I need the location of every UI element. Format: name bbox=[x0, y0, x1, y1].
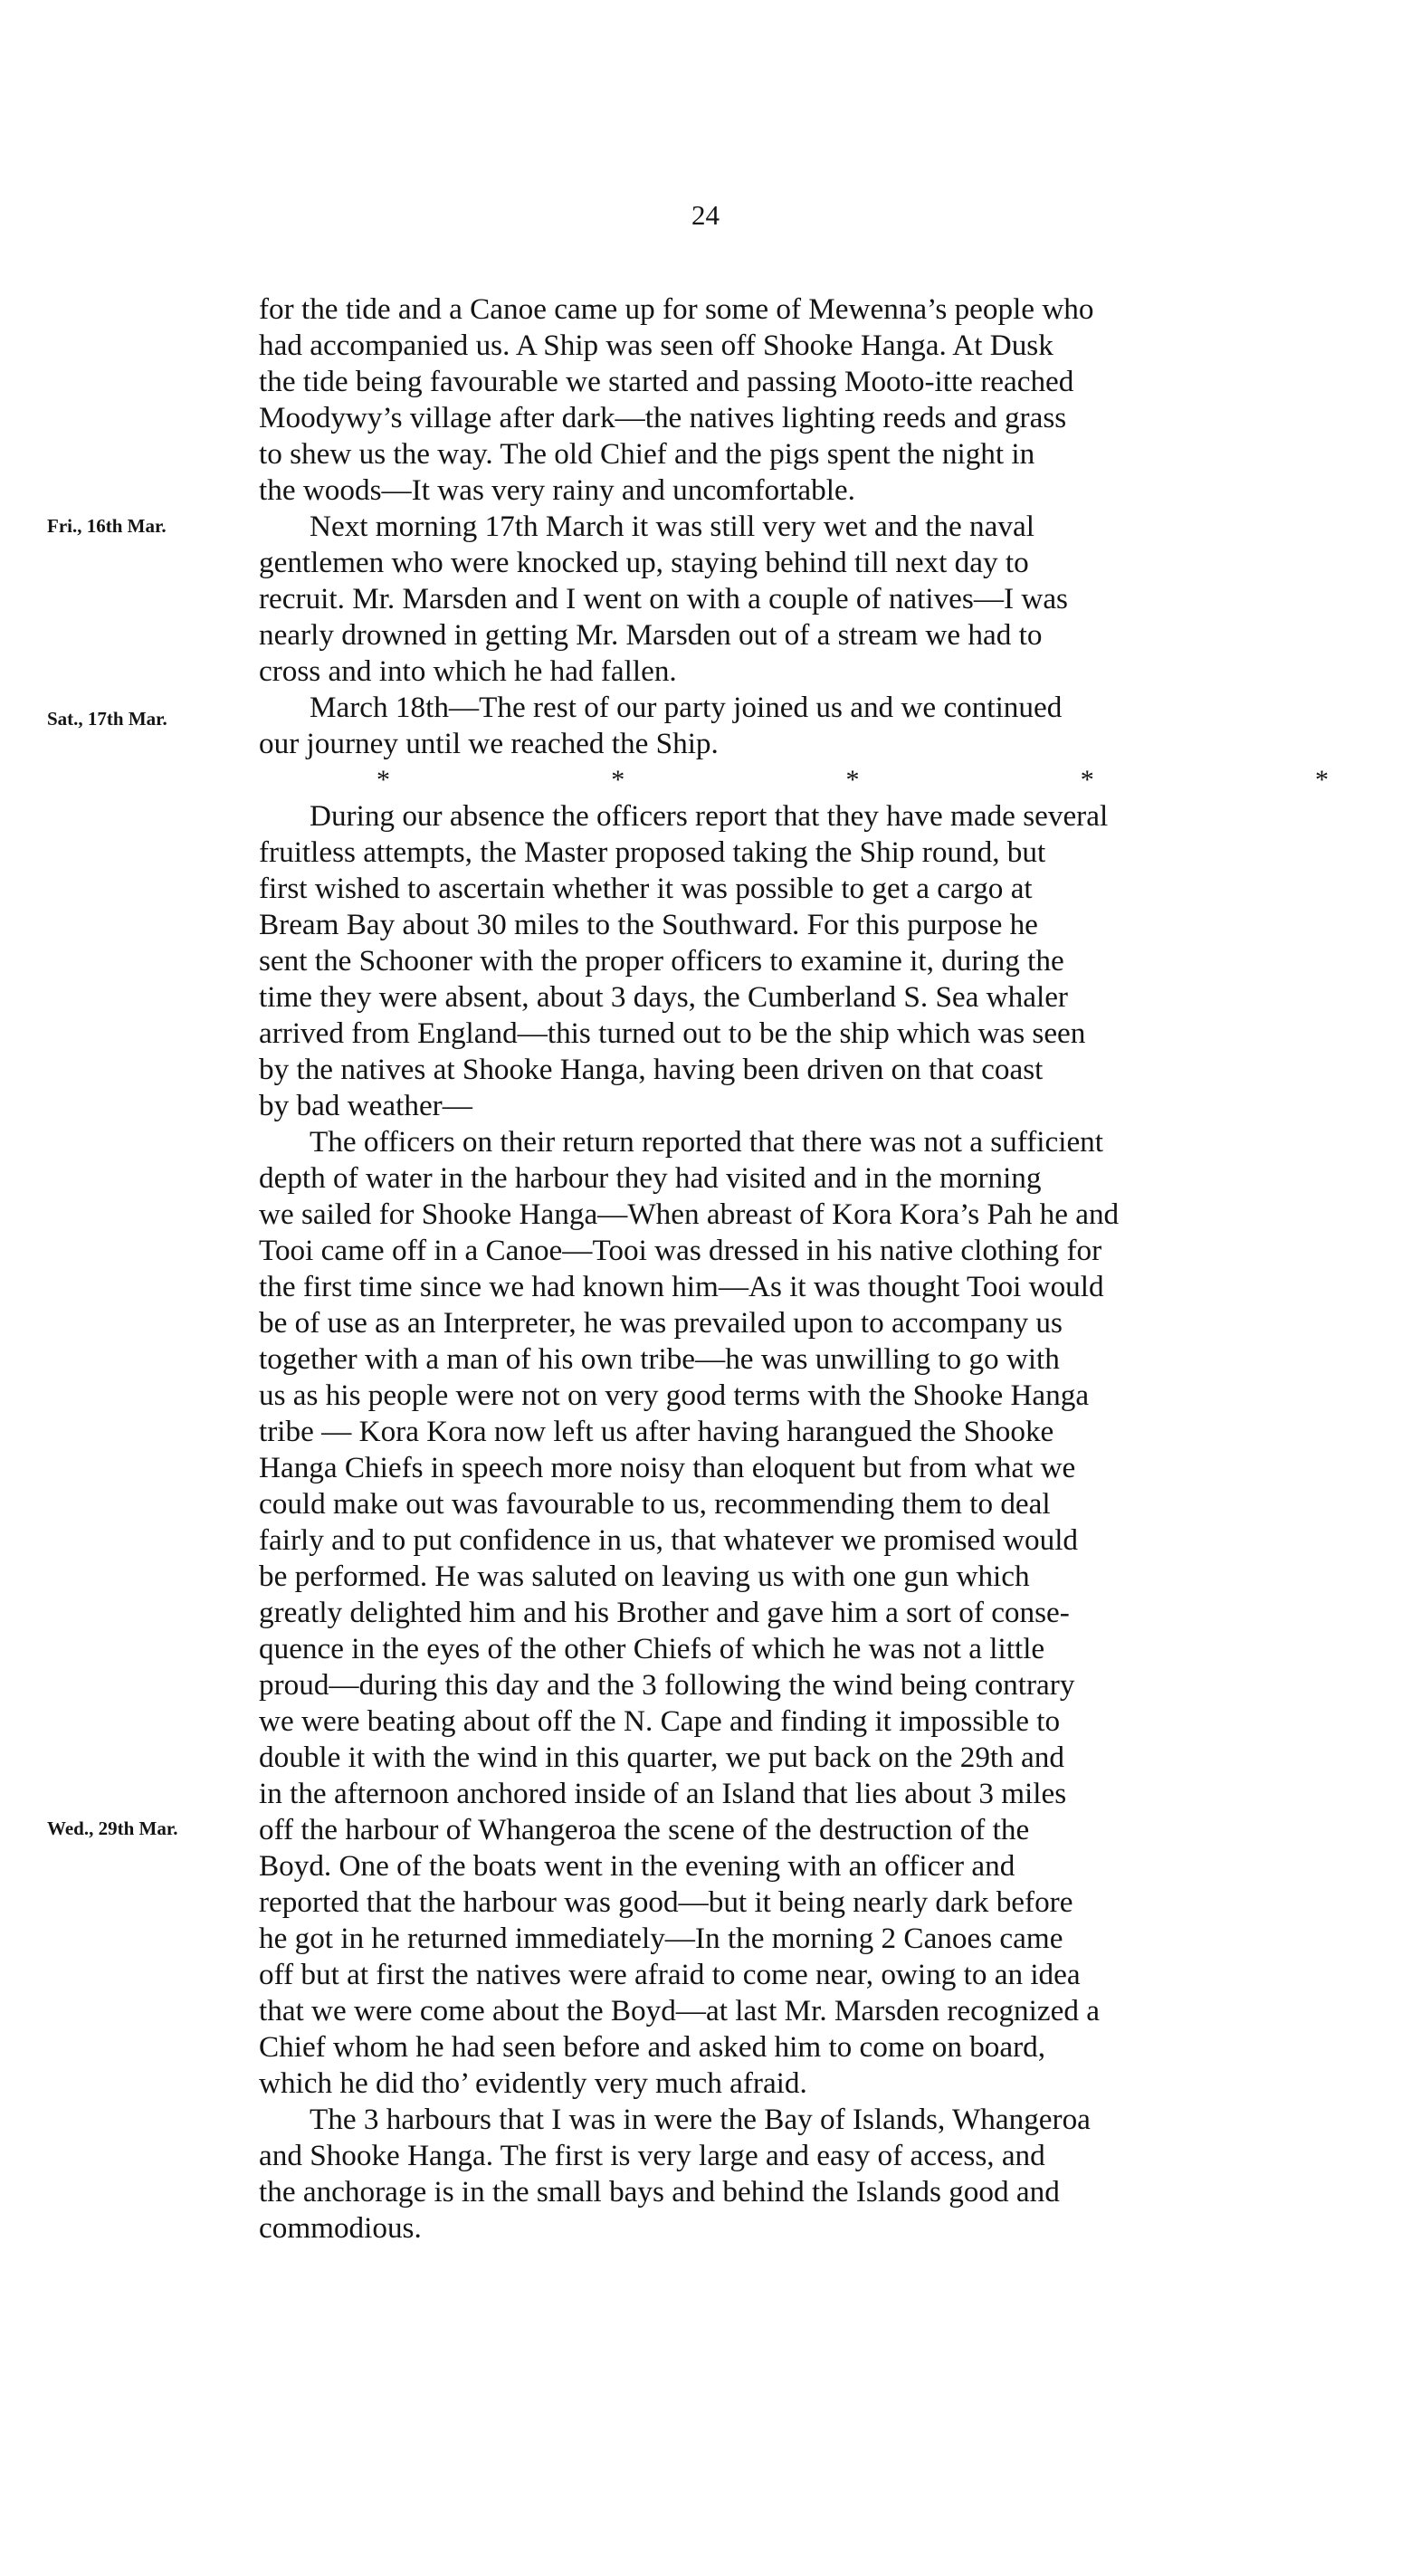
text-line: nearly drowned in getting Mr. Marsden out of a stream we had to bbox=[259, 618, 1043, 652]
text-line: he got in he returned immediately—In the morning 2 Canoes came bbox=[259, 1922, 1063, 1955]
text-line: commodious. bbox=[259, 2211, 422, 2245]
text-line: quence in the eyes of the other Chiefs of which he was not a little bbox=[259, 1632, 1045, 1665]
separator-star: * bbox=[1080, 765, 1094, 795]
paragraph-2 bbox=[259, 509, 1343, 690]
text-line: time they were absent, about 3 days, the Cumberland S. Sea whaler bbox=[259, 980, 1068, 1014]
text-line: off but at first the natives were afraid to come near, owing to an idea bbox=[259, 1958, 1081, 1991]
text-line: Hanga Chiefs in speech more noisy than eloquent but from what we bbox=[259, 1451, 1076, 1484]
text-line: be of use as an Interpreter, he was prevailed upon to accompany us bbox=[259, 1306, 1063, 1340]
paragraph-3 bbox=[259, 690, 1343, 762]
text-line: sent the Schooner with the proper officers to examine it, during the bbox=[259, 944, 1064, 978]
text-line: for the tide and a Canoe came up for some of Mewenna’s people who bbox=[259, 292, 1094, 326]
text-line: Bream Bay about 30 miles to the Southward. For this purpose he bbox=[259, 908, 1038, 941]
text-line: that we were come about the Boyd—at last Mr. Marsden recognized a bbox=[259, 1994, 1100, 2027]
text-line: the first time since we had known him—As it was thought Tooi would bbox=[259, 1270, 1104, 1303]
text-line: by the natives at Shooke Hanga, having been driven on that coast bbox=[259, 1053, 1044, 1086]
text-line: the tide being favourable we started and passing Mooto-itte reached bbox=[259, 365, 1074, 398]
text-line: greatly delighted him and his Brother and gave him a sort of conse- bbox=[259, 1596, 1070, 1629]
text-line: to shew us the way. The old Chief and the pigs spent the night in bbox=[259, 437, 1035, 471]
separator-star: * bbox=[1315, 765, 1329, 795]
body-text bbox=[259, 291, 1343, 2247]
text-line: could make out was favourable to us, recommending them to deal bbox=[259, 1487, 1051, 1521]
text-line: double it with the wind in this quarter, we put back on the 29th and bbox=[259, 1741, 1064, 1774]
text-line: us as his people were not on very good terms with the Shooke Hanga bbox=[259, 1379, 1090, 1412]
text-line: be performed. He was saluted on leaving us with one gun which bbox=[259, 1560, 1030, 1593]
text-line: recruit. Mr. Marsden and I went on with a couple of natives—I was bbox=[259, 582, 1068, 615]
section-separator bbox=[259, 762, 1343, 798]
text-line: the woods—It was very rainy and uncomfortable. bbox=[259, 473, 855, 507]
separator-star: * bbox=[611, 765, 625, 795]
text-line: we were beating about off the N. Cape and finding it impossible to bbox=[259, 1704, 1061, 1738]
text-line: depth of water in the harbour they had visited and in the morning bbox=[259, 1161, 1042, 1195]
paragraph-1 bbox=[259, 291, 1343, 509]
text-line: had accompanied us. A Ship was seen off Shooke Hanga. At Dusk bbox=[259, 329, 1053, 362]
text-line: reported that the harbour was good—but it being nearly dark before bbox=[259, 1885, 1073, 1919]
text-line: The 3 harbours that I was in were the Bay of Islands, Whangeroa bbox=[310, 2103, 1091, 2136]
text-line: and Shooke Hanga. The first is very large and easy of access, and bbox=[259, 2139, 1045, 2172]
text-line: fairly and to put confidence in us, that whatever we promised would bbox=[259, 1523, 1079, 1557]
text-line: together with a man of his own tribe—he was unwilling to go with bbox=[259, 1342, 1060, 1376]
text-line: fruitless attempts, the Master proposed taking the Ship round, but bbox=[259, 835, 1046, 869]
text-line: we sailed for Shooke Hanga—When abreast of Kora Kora’s Pah he and bbox=[259, 1197, 1120, 1231]
margin-note-sat-17th-mar: Sat., 17th Mar. bbox=[47, 708, 167, 730]
separator-star: * bbox=[845, 765, 860, 795]
text-line: cross and into which he had fallen. bbox=[259, 654, 677, 688]
text-line: Tooi came off in a Canoe—Tooi was dressed in his native clothing for bbox=[259, 1234, 1102, 1267]
text-line: proud—during this day and the 3 following the wind being contrary bbox=[259, 1668, 1075, 1702]
text-line: the anchorage is in the small bays and behind the Islands good and bbox=[259, 2175, 1060, 2209]
paragraph-4 bbox=[259, 798, 1343, 1124]
text-line: which he did tho’ evidently very much afraid. bbox=[259, 2066, 807, 2100]
paragraph-5 bbox=[259, 1124, 1343, 2102]
text-line: Chief whom he had seen before and asked him to come on board, bbox=[259, 2030, 1046, 2064]
text-line: off the harbour of Whangeroa the scene of the destruction of the bbox=[259, 1813, 1030, 1846]
margin-note-fri-16th-mar: Fri., 16th Mar. bbox=[47, 515, 167, 537]
paragraph-6 bbox=[259, 2102, 1343, 2247]
separator-star: * bbox=[377, 765, 390, 795]
page-number: 24 bbox=[691, 199, 720, 231]
text-line: March 18th—The rest of our party joined us and we continued bbox=[310, 691, 1063, 724]
text-line: Boyd. One of the boats went in the evening with an officer and bbox=[259, 1849, 1015, 1883]
text-line: arrived from England—this turned out to be the ship which was seen bbox=[259, 1016, 1086, 1050]
text-line: by bad weather— bbox=[259, 1089, 472, 1122]
text-line: Next morning 17th March it was still very wet and the naval bbox=[310, 510, 1034, 543]
text-line: first wished to ascertain whether it was possible to get a cargo at bbox=[259, 872, 1033, 905]
text-line: The officers on their return reported that there was not a sufficient bbox=[310, 1125, 1103, 1159]
text-line: tribe — Kora Kora now left us after having harangued the Shooke bbox=[259, 1415, 1054, 1448]
text-line: During our absence the officers report that they have made several bbox=[310, 799, 1109, 833]
text-line: in the afternoon anchored inside of an Island that lies about 3 miles bbox=[259, 1777, 1067, 1810]
margin-note-wed-29th-mar: Wed., 29th Mar. bbox=[47, 1818, 178, 1839]
text-line: our journey until we reached the Ship. bbox=[259, 727, 719, 760]
text-line: Moodywy’s village after dark—the natives lighting reeds and grass bbox=[259, 401, 1067, 434]
text-line: gentlemen who were knocked up, staying behind till next day to bbox=[259, 546, 1029, 579]
